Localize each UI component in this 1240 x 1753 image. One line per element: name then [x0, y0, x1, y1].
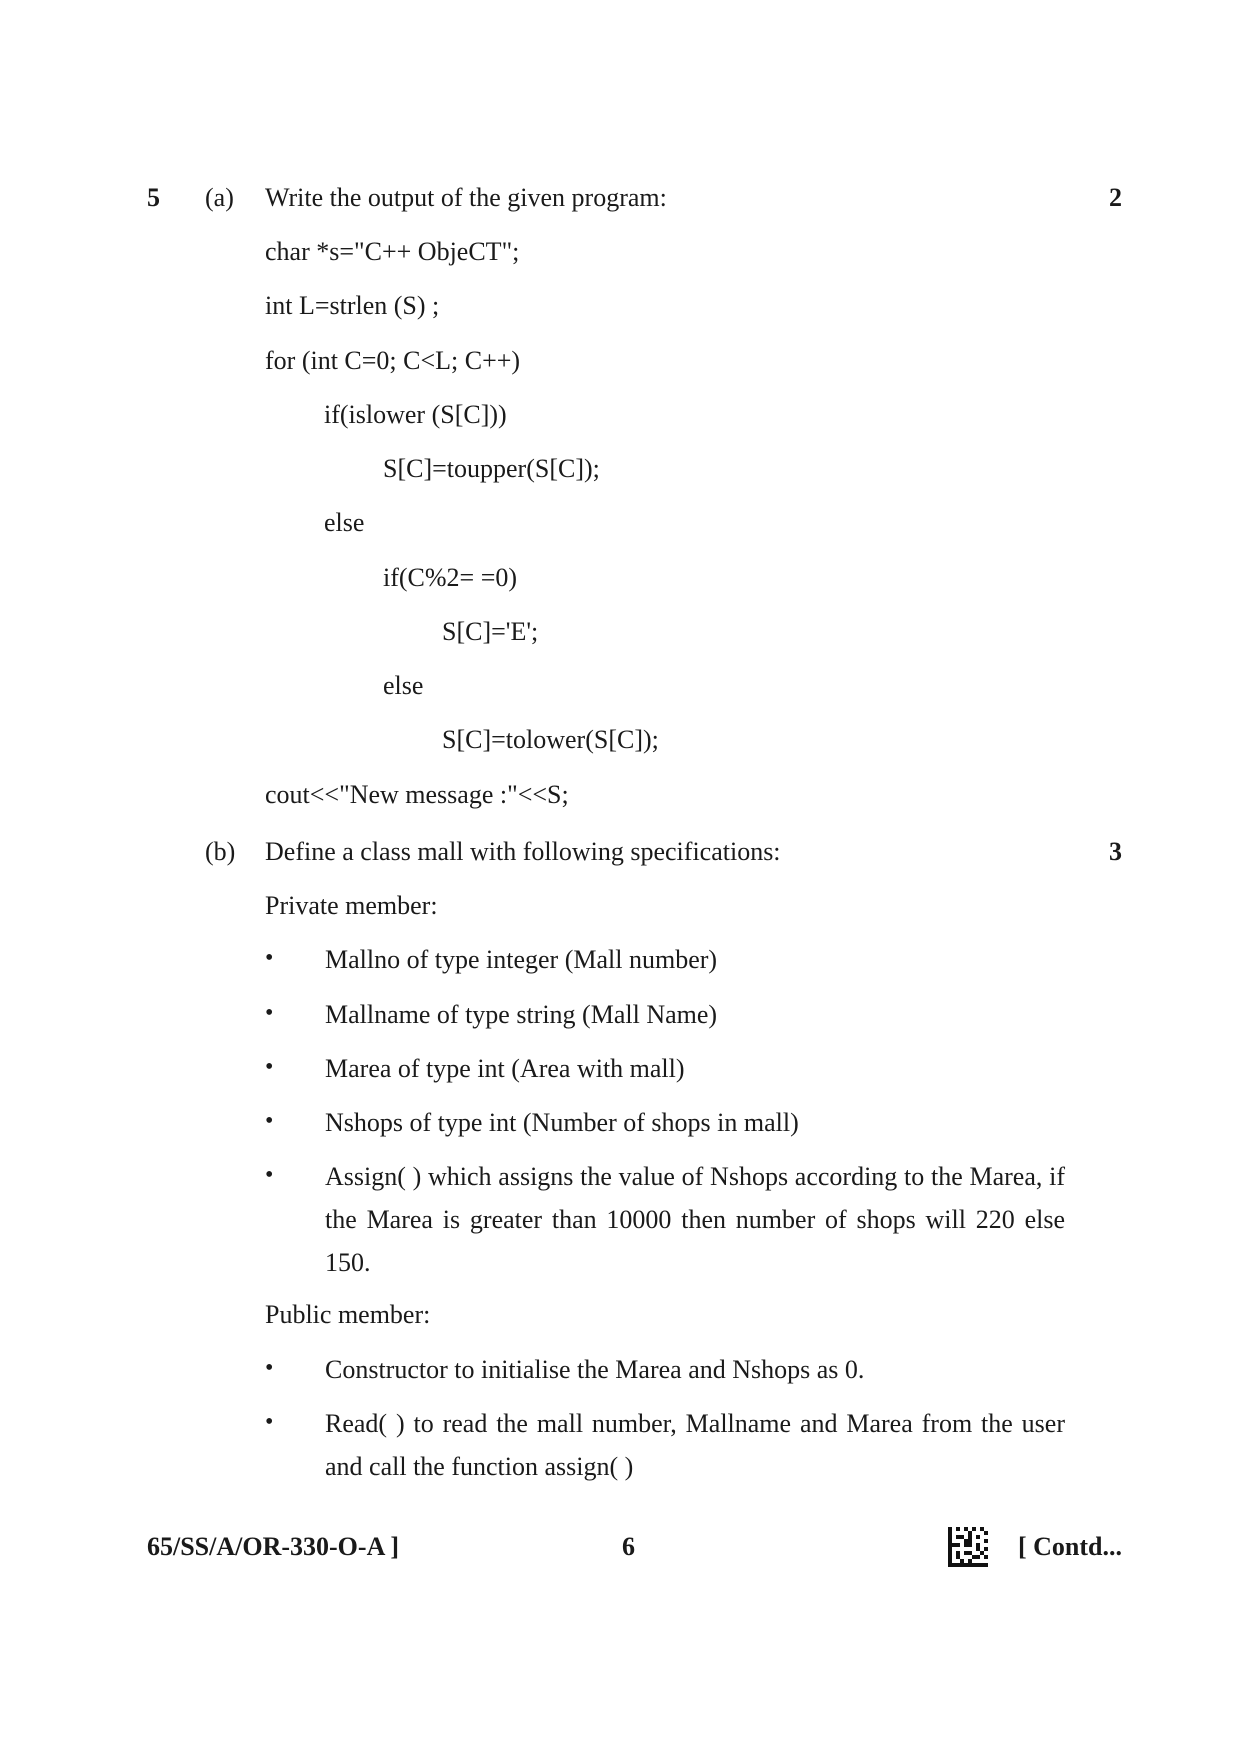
- question-number: 5: [147, 183, 160, 212]
- bullet-marker: •: [265, 945, 274, 971]
- qr-code-icon: [948, 1527, 988, 1567]
- list-item: Nshops of type int (Number of shops in mall): [325, 1108, 799, 1137]
- part-b-text: Define a class mall with following specifications:: [265, 837, 781, 866]
- list-item: Constructor to initialise the Marea and Nshops as 0.: [325, 1355, 865, 1384]
- page-number: 6: [622, 1532, 635, 1561]
- code-line: else: [324, 508, 365, 537]
- code-line: S[C]=tolower(S[C]);: [442, 725, 659, 754]
- code-line: cout<<"New message :"<<S;: [265, 780, 569, 809]
- code-line: else: [383, 671, 424, 700]
- list-item: Mallname of type string (Mall Name): [325, 1000, 718, 1029]
- bullet-marker: •: [265, 1355, 274, 1381]
- paper-code: 65/SS/A/OR-330-O-A ]: [147, 1532, 400, 1561]
- bullet-marker: •: [265, 1054, 274, 1080]
- bullet-marker: •: [265, 1000, 274, 1026]
- bullet-marker: •: [265, 1108, 274, 1134]
- part-b-marks: 3: [1109, 837, 1122, 866]
- code-line: S[C]='E';: [442, 617, 539, 646]
- code-line: char *s="C++ ObjeCT";: [265, 237, 520, 266]
- part-b-label: (b): [205, 837, 236, 866]
- bullet-marker: •: [265, 1409, 274, 1435]
- code-line: int L=strlen (S) ;: [265, 291, 440, 320]
- code-line: for (int C=0; C<L; C++): [265, 346, 521, 375]
- public-heading: Public member:: [265, 1300, 431, 1329]
- part-a-label: (a): [205, 183, 234, 212]
- continued-label: [ Contd...: [1017, 1532, 1122, 1561]
- part-a-text: Write the output of the given program:: [265, 183, 667, 212]
- code-line: S[C]=toupper(S[C]);: [383, 454, 600, 483]
- bullet-marker: •: [265, 1162, 274, 1188]
- list-item: Mallno of type integer (Mall number): [325, 945, 718, 974]
- list-item: Read( ) to read the mall number, Mallname and Marea from the user and call the function assign( ): [325, 1409, 1065, 1481]
- code-line: if(islower (S[C])): [324, 400, 507, 429]
- private-heading: Private member:: [265, 891, 438, 920]
- code-line: if(C%2= =0): [383, 563, 518, 592]
- list-item: Assign( ) which assigns the value of Nshops according to the Marea, if the Marea is greater than 10000 then number of shops will 220 else 150.: [325, 1162, 1065, 1277]
- part-a-marks: 2: [1109, 183, 1122, 212]
- list-item: Marea of type int (Area with mall): [325, 1054, 685, 1083]
